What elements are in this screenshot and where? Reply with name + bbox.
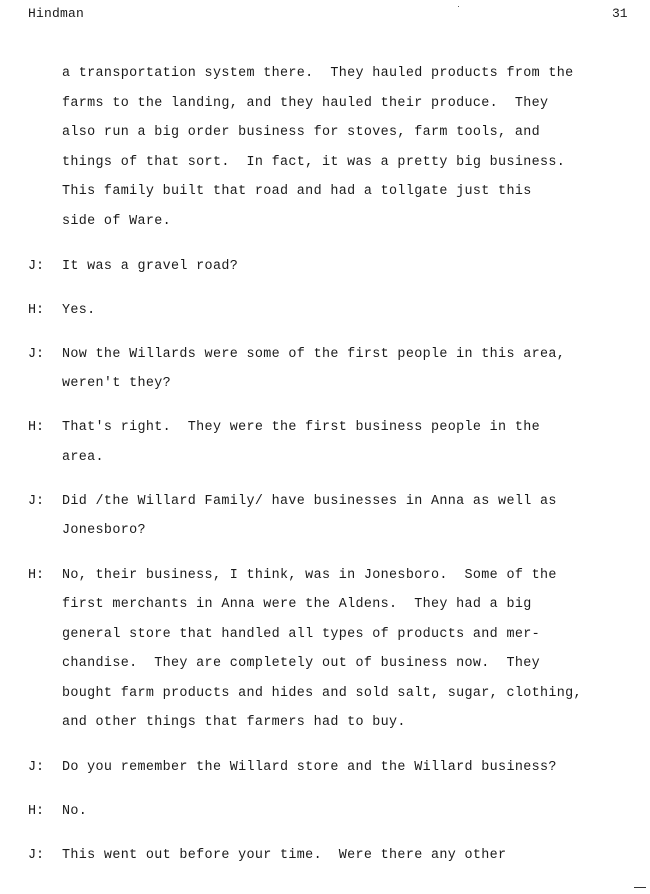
text-line: weren't they? bbox=[62, 376, 172, 391]
text-line: No, their business, I think, was in Jonesboro. Some of the bbox=[62, 568, 557, 583]
text-line: chandise. They are completely out of business now. They bbox=[62, 656, 540, 671]
text-line: Did /the Willard Family/ have businesses in Anna as well as bbox=[62, 494, 557, 509]
text-line: This went out before your time. Were there any other bbox=[62, 848, 507, 863]
speaker-label: H: bbox=[28, 568, 45, 583]
text-line: This family built that road and had a tollgate just this bbox=[62, 184, 532, 199]
text-line: general store that handled all types of products and mer- bbox=[62, 627, 540, 642]
text-line: side of Ware. bbox=[62, 214, 172, 229]
speaker-label: J: bbox=[28, 848, 45, 863]
text-line: It was a gravel road? bbox=[62, 259, 239, 274]
text-line: Do you remember the Willard store and the Willard business? bbox=[62, 760, 557, 775]
scan-speck bbox=[458, 6, 459, 7]
speaker-label: J: bbox=[28, 760, 45, 775]
text-line: and other things that farmers had to buy. bbox=[62, 715, 406, 730]
speaker-label: H: bbox=[28, 303, 45, 318]
speaker-label: J: bbox=[28, 347, 45, 362]
text-line: first merchants in Anna were the Aldens. They had a big bbox=[62, 597, 532, 612]
text-line: area. bbox=[62, 450, 104, 465]
text-line: Jonesboro? bbox=[62, 523, 146, 538]
header-name: Hindman bbox=[28, 6, 85, 21]
text-line: Now the Willards were some of the first people in this area, bbox=[62, 347, 566, 362]
page-edge-mark bbox=[634, 887, 646, 888]
speaker-label: J: bbox=[28, 494, 45, 509]
text-line: Yes. bbox=[62, 303, 96, 318]
page-number: 31 bbox=[612, 6, 628, 21]
text-line: things of that sort. In fact, it was a pretty big business. bbox=[62, 155, 566, 170]
text-line: a transportation system there. They hauled products from the bbox=[62, 66, 574, 81]
text-line: That's right. They were the first business people in the bbox=[62, 420, 540, 435]
speaker-label: H: bbox=[28, 804, 45, 819]
text-line: farms to the landing, and they hauled their produce. They bbox=[62, 96, 549, 111]
text-line: No. bbox=[62, 804, 88, 819]
text-line: bought farm products and hides and sold salt, sugar, clothing, bbox=[62, 686, 582, 701]
text-line: also run a big order business for stoves, farm tools, and bbox=[62, 125, 540, 140]
speaker-label: J: bbox=[28, 259, 45, 274]
speaker-label: H: bbox=[28, 420, 45, 435]
